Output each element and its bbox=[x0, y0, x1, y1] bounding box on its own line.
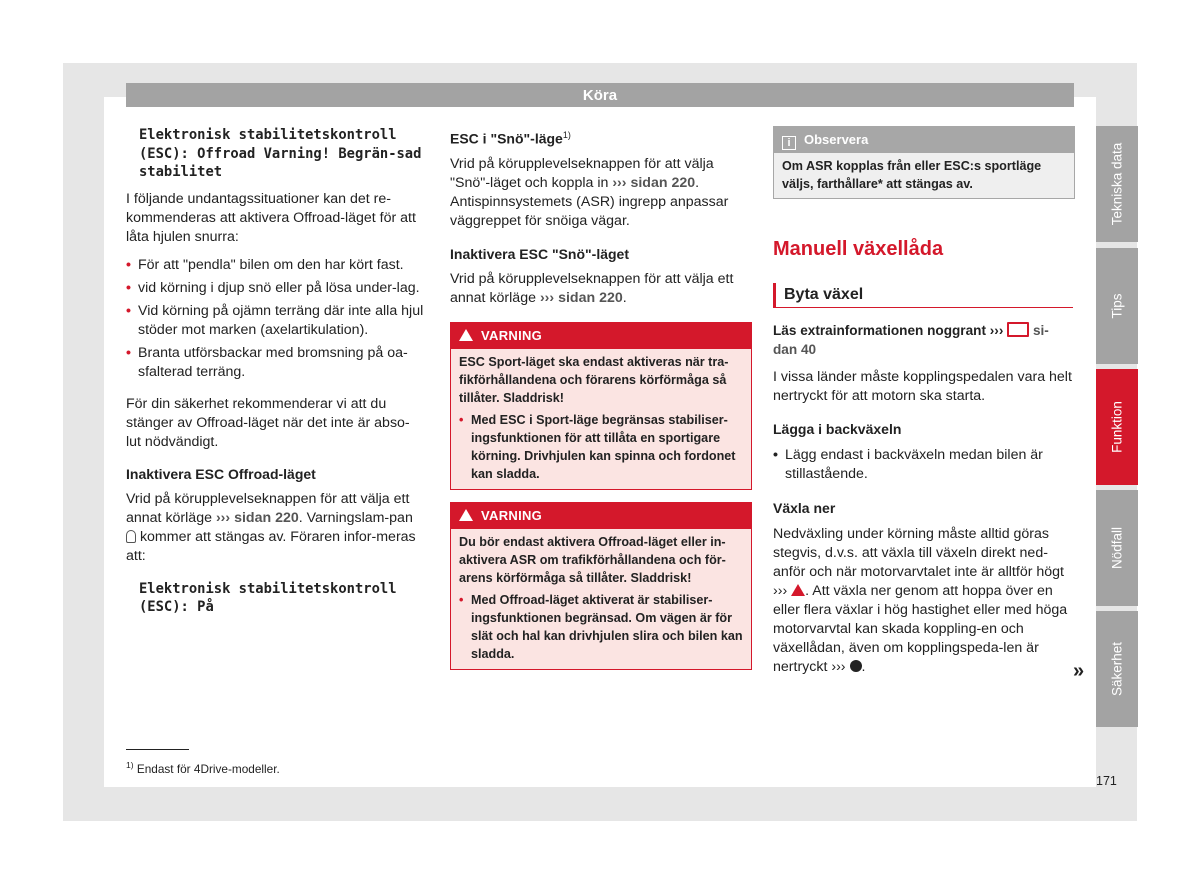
text-span: . Att växla ner genom att hoppa över en eller flera växlar i hög hastighet eller med höga motorvarvtal kan skada koppling-en och växellådan, även om kopplingspeda-len är nertryckt bbox=[773, 583, 1068, 675]
list-item: • För att "pendla" bilen om den har kört fast. bbox=[126, 256, 424, 275]
subheading-snow-mode bbox=[450, 126, 750, 149]
text-span: Vrid på körupplevelseknappen för att välja ett annat körläge bbox=[450, 270, 734, 306]
text-span: ESC i "Snö"-läge bbox=[450, 130, 563, 147]
footnote-text: Endast för 4Drive-modeller. bbox=[136, 761, 280, 776]
page-link-arrow[interactable]: ››› bbox=[773, 583, 788, 599]
footnote-ref: 1) bbox=[562, 130, 571, 140]
subheading-downshift: Växla ner bbox=[773, 500, 836, 516]
text-span: Vrid på körupplevelseknappen för att välja ett annat körläge bbox=[126, 490, 410, 526]
warning-triangle-icon bbox=[791, 584, 805, 596]
info-icon: i bbox=[782, 136, 796, 150]
text-span: kommer att stängas av. Föraren infor-meras att: bbox=[126, 528, 416, 564]
warning-title: VARNING bbox=[481, 508, 543, 523]
snow-mode-paragraph bbox=[450, 155, 750, 231]
stop-icon bbox=[850, 660, 862, 672]
page-link-arrow[interactable]: ››› bbox=[989, 323, 1004, 338]
warning-box-offroad bbox=[450, 502, 752, 670]
list-item: • Vid körning på ojämn terräng där inte alla hjul stöder mot marken (axelartikulation). bbox=[126, 302, 424, 340]
warning-title: VARNING bbox=[481, 328, 543, 343]
text-span: Nedväxling under körning måste alltid göras stegvis, d.v.s. att växla till växeln direkt ned-anför och när motorvarvtalet inte är alltför högt bbox=[773, 526, 1064, 580]
list-item: • Lägg endast i backväxeln medan bilen är stillastående. bbox=[773, 446, 1073, 484]
tab-nodfall[interactable] bbox=[1096, 490, 1138, 606]
text-span: Läs extrainformationen noggrant bbox=[773, 323, 986, 338]
subheading-disable-offroad: Inaktivera ESC Offroad-läget bbox=[126, 465, 316, 482]
warning-header bbox=[451, 323, 751, 349]
column-2 bbox=[450, 126, 750, 308]
read-more-line bbox=[773, 321, 1073, 359]
list-item: • Branta utförsbackar med bromsning på oa-sfalterad terräng. bbox=[126, 344, 424, 382]
page-link-220[interactable]: sidan 220 bbox=[558, 289, 623, 306]
warning-bullet: • Med ESC i Sport-läge begränsas stabiliser-ingsfunktionen för att tillåta en sportigare körning. Drivhjulen kan spinna och fordonet kan sladda. bbox=[459, 411, 743, 483]
text-span: . bbox=[622, 289, 627, 306]
note-header bbox=[774, 127, 1074, 153]
warning-triangle-icon bbox=[459, 509, 473, 521]
note-box bbox=[773, 126, 1075, 199]
warning-bullet: • Med Offroad-läget aktiverat är stabiliser-ingsfunktionen begränsad. Om vägen är för slät och hal kan drivhjulen slira och bilen kan sladda. bbox=[459, 591, 743, 663]
subheading-disable-snow: Inaktivera ESC "Snö"-läget bbox=[450, 245, 629, 262]
note-title: Observera bbox=[804, 132, 869, 147]
disable-offroad-paragraph bbox=[126, 490, 424, 566]
section-subtitle: Byta växel bbox=[773, 283, 1073, 308]
text-span: . Antispinnsystemets (ASR) ingrepp anpassar väggreppet för snöiga vägar. bbox=[450, 174, 729, 229]
text-span: . bbox=[861, 659, 866, 675]
downshift-paragraph bbox=[773, 525, 1073, 677]
tab-sakerhet[interactable] bbox=[1096, 611, 1138, 727]
subheading-reverse: Lägga i backväxeln bbox=[773, 421, 902, 437]
tab-label: Funktion bbox=[1109, 401, 1125, 453]
page-number: 171 bbox=[1096, 774, 1117, 788]
disable-snow-paragraph bbox=[450, 270, 750, 308]
tab-label: Nödfall bbox=[1109, 526, 1125, 570]
footnote-divider bbox=[126, 749, 189, 750]
page-link-220[interactable]: sidan 220 bbox=[630, 174, 696, 191]
section-title: Manuell växellåda bbox=[773, 238, 944, 260]
tab-label: Säkerhet bbox=[1109, 641, 1125, 697]
clutch-paragraph: I vissa länder måste kopplingspedalen vara helt nertryckt för att motorn ska starta. bbox=[773, 369, 1072, 404]
booklet-icon bbox=[1007, 322, 1029, 337]
continue-mark: » bbox=[1073, 660, 1085, 682]
warning-body bbox=[451, 529, 751, 669]
tab-funktion[interactable] bbox=[1096, 369, 1138, 485]
page-link-40[interactable]: si- bbox=[1032, 323, 1049, 338]
warning-triangle-icon bbox=[459, 329, 473, 341]
tab-tips[interactable] bbox=[1096, 248, 1138, 364]
tab-label: Tips bbox=[1109, 293, 1125, 319]
note-body: Om ASR kopplas från eller ESC:s sportläge väljs, farthållare* att stängas av. bbox=[782, 159, 1042, 191]
text-span: Vrid på körupplevelseknappen för att välja "Snö"-läget och koppla in bbox=[450, 155, 714, 191]
footnote bbox=[126, 760, 280, 776]
safety-paragraph: För din säkerhet rekommenderar vi att du stänger av Offroad-läget när det inte är abso-lut nödvändigt. bbox=[126, 395, 410, 450]
warning-header bbox=[451, 503, 751, 529]
text-span: . Varningslam-pan bbox=[298, 509, 413, 526]
tab-label: Tekniska data bbox=[1109, 142, 1125, 226]
warning-box-sport bbox=[450, 322, 752, 490]
page-link-220[interactable]: sidan 220 bbox=[234, 509, 299, 526]
section-heading-esc-on: Elektronisk stabilitetskontroll (ESC): På bbox=[139, 580, 397, 615]
list-item: • vid körning i djup snö eller på lösa under-lag. bbox=[126, 279, 424, 298]
page-link-40[interactable]: dan 40 bbox=[773, 342, 817, 357]
warning-text: ESC Sport-läget ska endast aktiveras när tra-fikförhållandena och förarens körförmåga så tillåter. Sladdrisk! bbox=[459, 355, 729, 405]
tab-tekniska-data[interactable] bbox=[1096, 126, 1138, 242]
column-1 bbox=[126, 126, 424, 617]
column-3 bbox=[773, 321, 1073, 677]
page-link-arrow[interactable]: ››› bbox=[831, 659, 846, 675]
intro-paragraph: I följande undantagssituationer kan det re-kommenderas att aktivera Offroad-läget för att låta hjulen snurra: bbox=[126, 190, 416, 245]
footnote-mark: 1) bbox=[126, 760, 134, 770]
warning-lamp-icon bbox=[126, 530, 136, 543]
page-link-arrow[interactable]: ››› bbox=[612, 174, 627, 191]
warning-text: Du bör endast aktivera Offroad-läget eller in-aktivera ASR om trafikförhållandena och för-arens körförmåga så tillåter. Sladdrisk! bbox=[459, 535, 726, 585]
page-link-arrow[interactable]: ››› bbox=[215, 509, 231, 526]
page-link-arrow[interactable]: ››› bbox=[539, 289, 555, 306]
section-heading-offroad: Elektronisk stabilitetskontroll (ESC): Offroad Varning! Begrän-sad stabilitet bbox=[139, 127, 422, 180]
warning-body bbox=[451, 349, 751, 489]
chapter-header: Köra bbox=[126, 83, 1074, 107]
